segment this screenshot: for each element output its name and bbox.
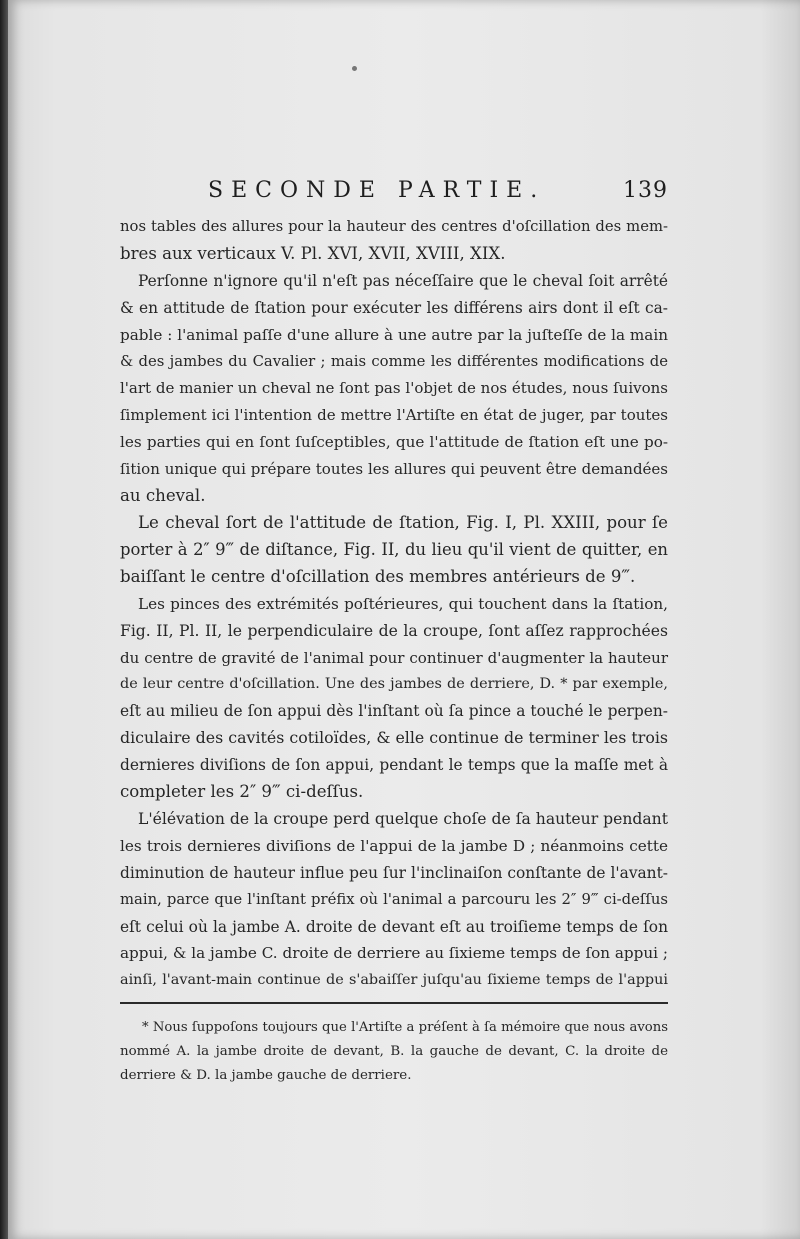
text-line: baiſſant le centre d'oſcillation des membres antérieurs de 9‴. xyxy=(120,566,636,586)
text-line: du centre de gravité de l'animal pour continuer d'augmenter la hauteur xyxy=(120,648,668,667)
page-number: 139 xyxy=(623,178,668,203)
text-line: diculaire des cavités cotiloïdes, & elle continue de terminer les trois xyxy=(120,728,668,748)
text-line: ſimplement ici l'intention de mettre l'Artiſte en état de juger, par toutes xyxy=(120,406,668,425)
text-line: nos tables des allures pour la hauteur des centres d'oſcillation des mem- xyxy=(120,218,668,235)
text-line: ainſi, l'avant-main continue de s'abaiſſer juſqu'au ſixieme temps de l'appui xyxy=(120,972,668,989)
text-line: au cheval. xyxy=(120,486,206,506)
body-text xyxy=(120,214,668,994)
text-line: ſition unique qui prépare toutes les allures qui peuvent être demandées xyxy=(120,460,668,479)
book-page xyxy=(8,0,800,1239)
footnote-line: derriere & D. la jambe gauche de derriere. xyxy=(120,1068,412,1083)
footnote-divider xyxy=(120,1002,668,1004)
text-line: L'élévation de la croupe perd quelque choſe de ſa hauteur pendant xyxy=(138,809,668,828)
running-title: SECONDE PARTIE. xyxy=(208,178,546,203)
text-line: l'art de manier un cheval ne ſont pas l'objet de nos études, nous ſuivons xyxy=(120,379,668,398)
paper-speck xyxy=(352,66,357,71)
text-line: bres aux verticaux V. Pl. XVI, XVII, XVIII, XIX. xyxy=(120,243,506,263)
text-line: les parties qui en ſont ſuſceptibles, que l'attitude de ſtation eſt une po- xyxy=(120,433,668,452)
text-line: Le cheval ſort de l'attitude de ſtation, Fig. I, Pl. XXIII, pour ſe xyxy=(138,512,668,532)
text-line: completer les 2″ 9‴ ci-deſſus. xyxy=(120,782,364,802)
text-line: de leur centre d'oſcillation. Une des jambes de derriere, D. * par exemple, xyxy=(120,676,668,693)
text-line: Fig. II, Pl. II, le perpendiculaire de la croupe, ſont aſſez rapprochées xyxy=(120,621,668,640)
text-line: eſt celui où la jambe A. droite de devant eſt au troiſieme temps de ſon xyxy=(120,917,668,936)
text-line: & des jambes du Cavalier ; mais comme les différentes modifications de xyxy=(120,352,668,370)
footnote xyxy=(120,1016,668,1088)
text-line: Perſonne n'ignore qu'il n'eſt pas néceſſaire que le cheval ſoit arrêté xyxy=(138,271,668,290)
text-line: appui, & la jambe C. droite de derriere au ſixieme temps de ſon appui ; xyxy=(120,944,668,963)
text-line: eſt au milieu de ſon appui dès l'inſtant où ſa pince a touché le perpen- xyxy=(120,702,668,721)
running-header xyxy=(208,178,668,212)
text-line: main, parce que l'inſtant préfix où l'animal a parcouru les 2″ 9‴ ci-deſſus xyxy=(120,890,668,908)
text-line: porter à 2″ 9‴ de diſtance, Fig. II, du lieu qu'il vient de quitter, en xyxy=(120,539,668,559)
text-line: pable : l'animal paſſe d'une allure à une autre par la juſteſſe de la main xyxy=(120,325,668,344)
text-line: & en attitude de ſtation pour exécuter les différens airs dont il eſt ca- xyxy=(120,298,668,317)
footnote-line: * Nous ſuppoſons toujours que l'Artiſte a préſent à ſa mémoire que nous avons xyxy=(142,1020,668,1035)
footnote-line: nommé A. la jambe droite de devant, B. la gauche de devant, C. la droite de xyxy=(120,1044,668,1059)
text-line: dernieres diviſions de ſon appui, pendant le temps que la maſſe met à xyxy=(120,756,668,775)
text-line: les trois dernieres diviſions de l'appui de la jambe D ; néanmoins cette xyxy=(120,836,668,855)
page-binding-edge xyxy=(0,0,8,1239)
text-line: diminution de hauteur influe peu ſur l'inclinaiſon conſtante de l'avant- xyxy=(120,863,668,882)
text-line: Les pinces des extrémités poſtérieures, qui touchent dans la ſtation, xyxy=(138,594,668,613)
